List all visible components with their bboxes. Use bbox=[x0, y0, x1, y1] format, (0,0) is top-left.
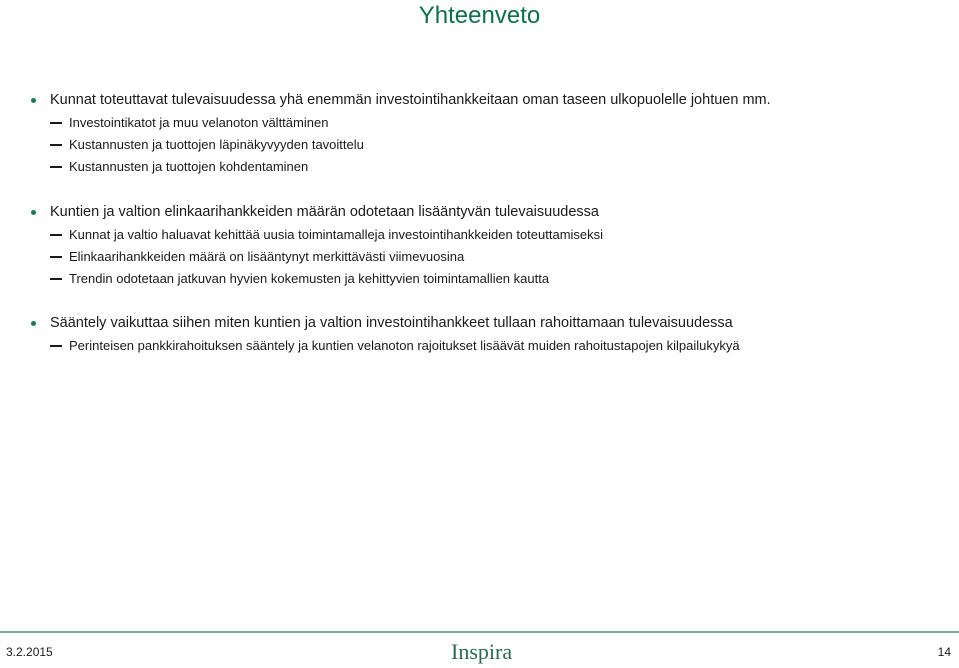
bullet-dot-icon bbox=[31, 321, 36, 326]
sub-text: Kunnat ja valtio haluavat kehittää uusia toimintamalleja investointihankkeiden toteuttamiseksi bbox=[69, 227, 604, 242]
bullet-dot-icon bbox=[31, 98, 36, 103]
sub-text: Kustannusten ja tuottojen läpinäkyvyyden tavoittelu bbox=[69, 137, 364, 152]
sub-text: Perinteisen pankkirahoituksen sääntely ja kuntien velanoton rajoitukset lisäävät muiden rahoitustapojen kilpailukykyä bbox=[69, 338, 740, 353]
dash-icon bbox=[50, 345, 62, 347]
sub-text: Trendin odotetaan jatkuvan hyvien kokemusten ja kehittyvien toimintamallien kautta bbox=[69, 271, 550, 286]
dash-icon bbox=[50, 256, 62, 258]
dash-icon bbox=[50, 144, 62, 146]
sub-text: Kustannusten ja tuottojen kohdentaminen bbox=[69, 159, 309, 174]
sub-text: Elinkaarihankkeiden määrä on lisääntynyt merkittävästi viimevuosina bbox=[69, 249, 465, 264]
bullet-text: Kuntien ja valtion elinkaarihankkeiden määrän odotetaan lisääntyvän tulevaisuudessa bbox=[50, 204, 599, 220]
bullet-text: Sääntely vaikuttaa siihen miten kuntien ja valtion investointihankkeet tullaan rahoittamaan tulevaisuudessa bbox=[50, 315, 733, 331]
dash-icon bbox=[50, 234, 62, 236]
sub-text: Investointikatot ja muu velanoton välttäminen bbox=[69, 115, 329, 130]
inspira-logo: Inspira bbox=[451, 639, 513, 664]
dash-icon bbox=[50, 166, 62, 168]
bullet-dot-icon bbox=[31, 210, 36, 215]
slide-title: Yhteenveto bbox=[418, 2, 541, 29]
footer-divider bbox=[0, 631, 959, 633]
dash-icon bbox=[50, 278, 62, 280]
page-number: 14 bbox=[937, 645, 951, 659]
footer-date: 3.2.2015 bbox=[6, 645, 53, 659]
dash-icon bbox=[50, 122, 62, 124]
bullet-text: Kunnat toteuttavat tulevaisuudessa yhä enemmän investointihankkeitaan oman taseen ulkopuolelle johtuen mm. bbox=[50, 92, 771, 108]
